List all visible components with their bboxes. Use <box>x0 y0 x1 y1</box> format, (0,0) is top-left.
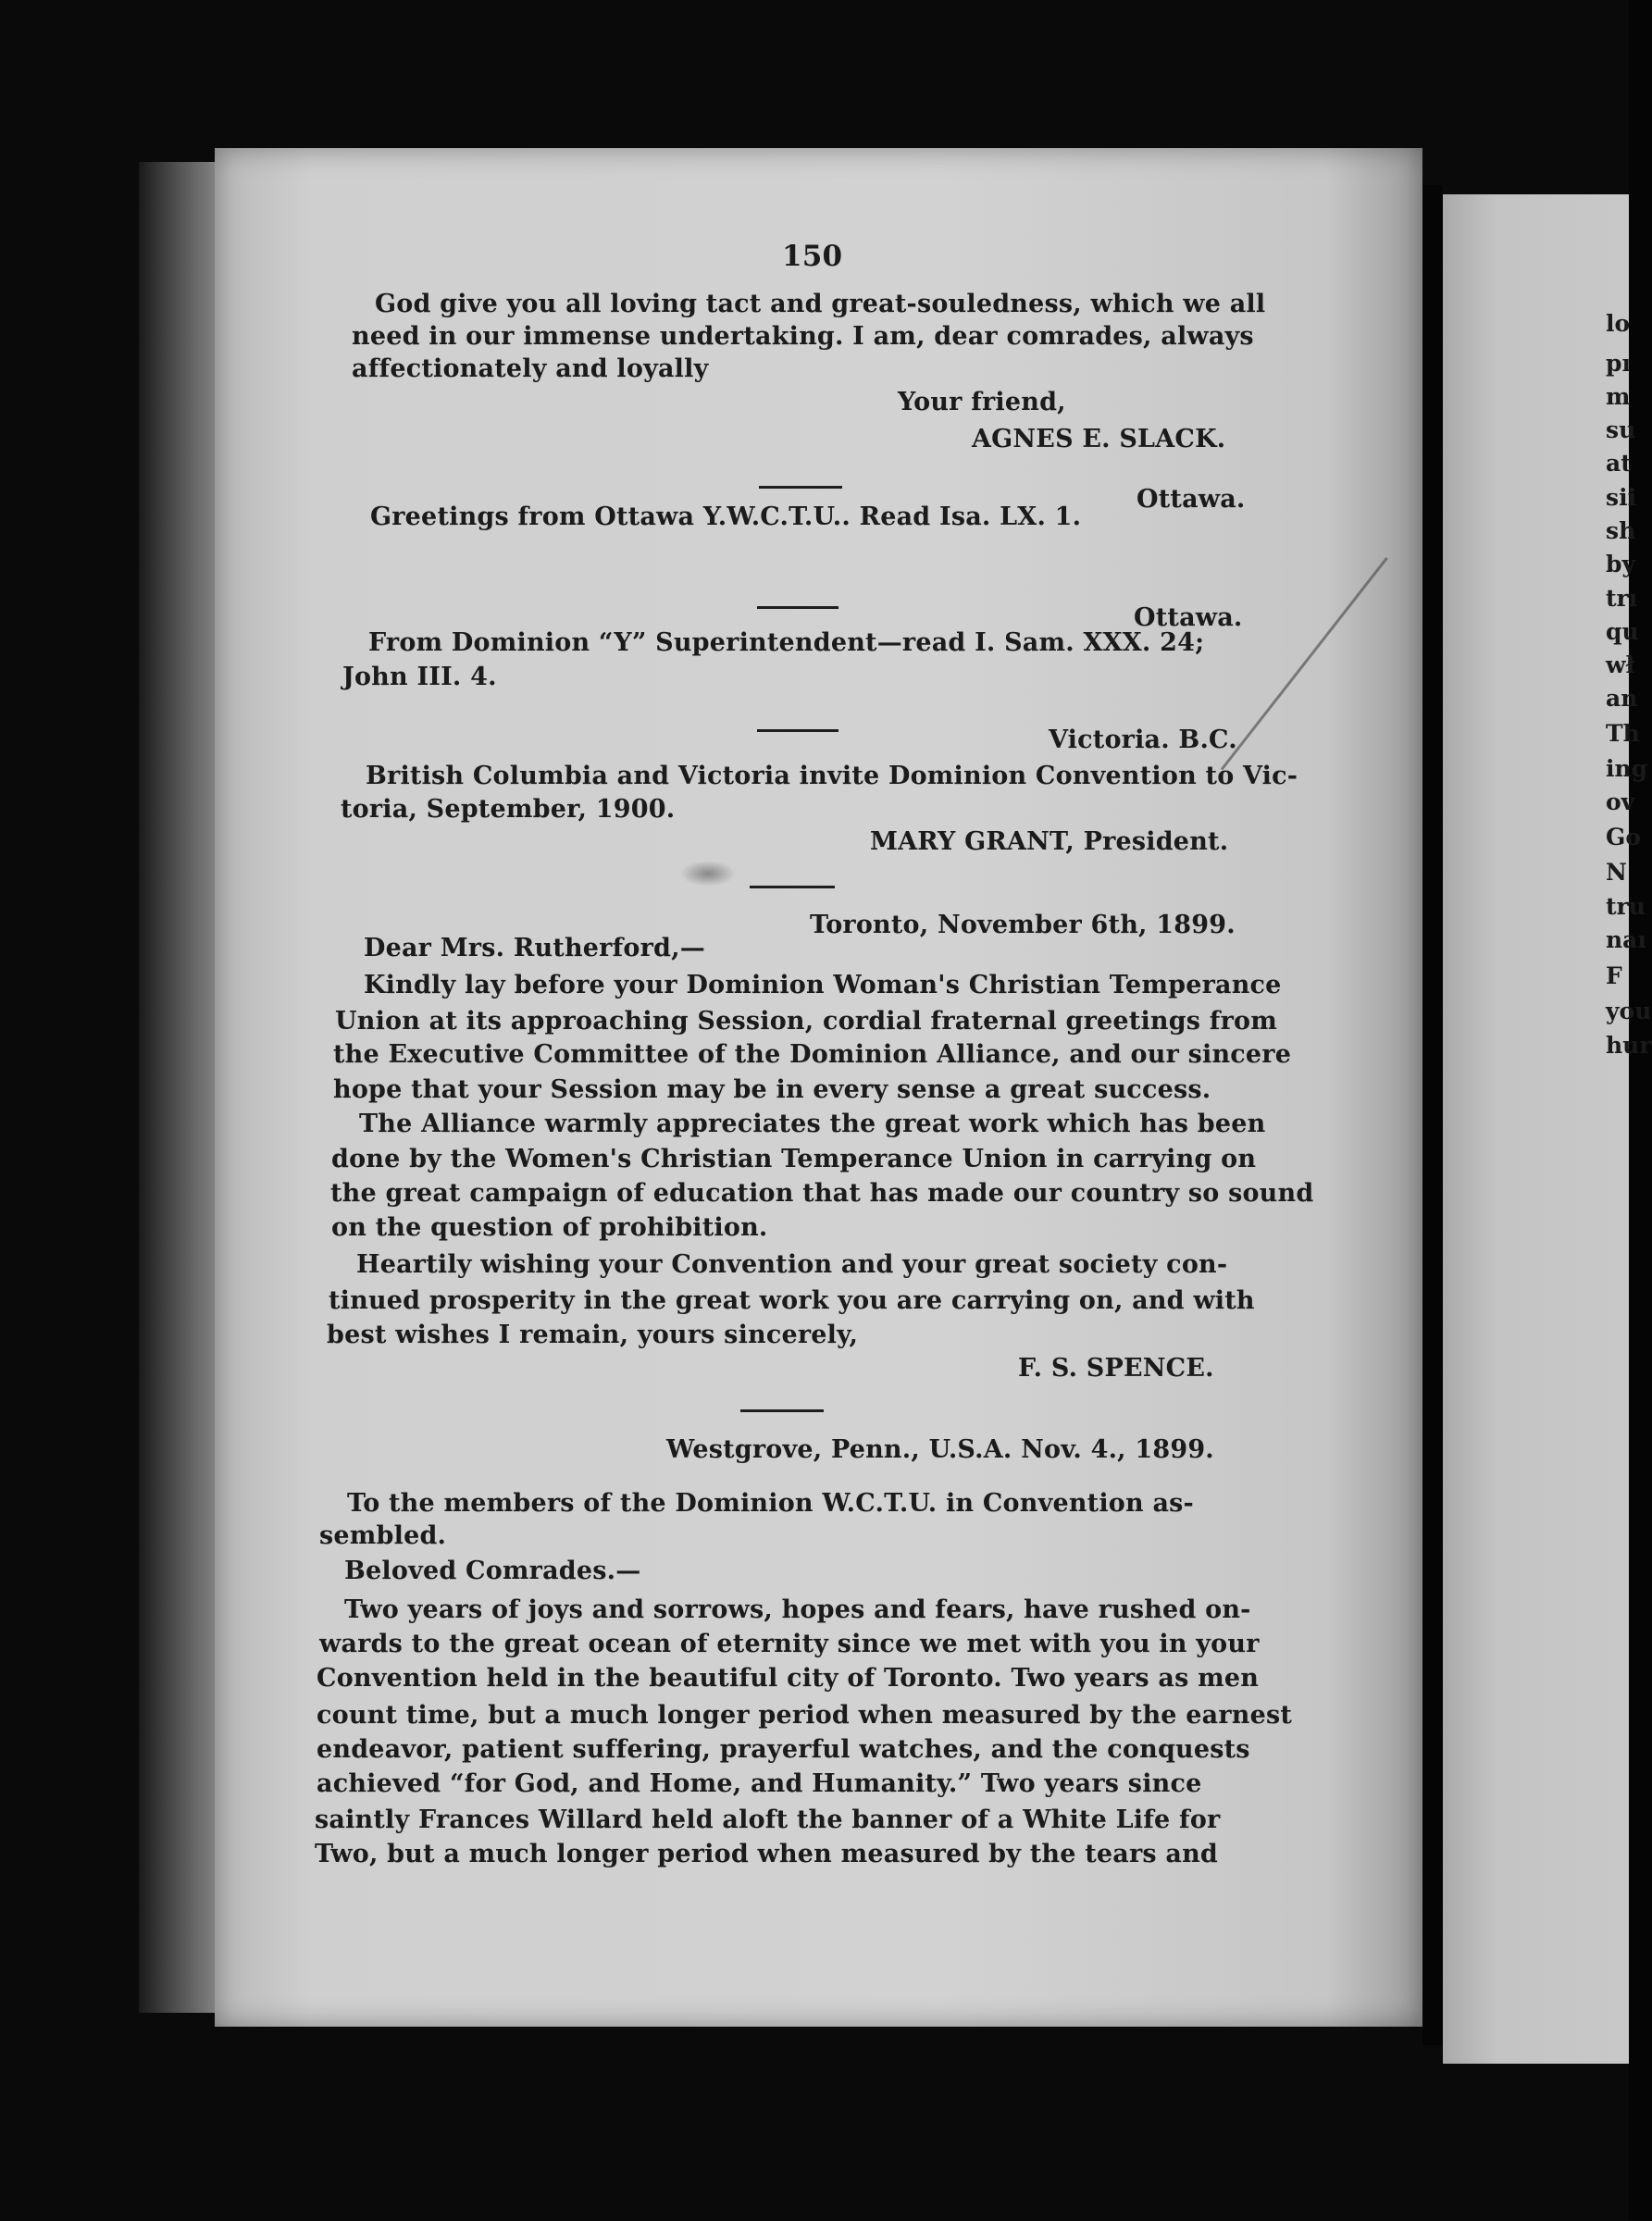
separator-rule <box>759 486 842 489</box>
adjacent-page-fragment: trı <box>1606 585 1638 612</box>
adjacent-page-fragment: at <box>1606 450 1632 477</box>
adjacent-page-fragment: you <box>1606 998 1652 1024</box>
text-line: Beloved Comrades.— <box>344 1557 641 1585</box>
text-line: affectionately and loyally <box>352 354 709 383</box>
text-line: hope that your Session may be in every sense a great success. <box>333 1075 1211 1104</box>
text-line: Ottawa. <box>1137 485 1246 514</box>
text-line: tinued prosperity in the great work you are carrying on, and with <box>329 1286 1255 1315</box>
separator-rule <box>750 886 835 888</box>
text-line: From Dominion “Y” Superintendent—read I. Sam. XXX. 24; <box>368 628 1205 657</box>
text-line: F. S. SPENCE. <box>1018 1354 1214 1383</box>
adjacent-page-fragment: an <box>1606 685 1638 712</box>
text-line: Two, but a much longer period when measured by the tears and <box>315 1840 1218 1868</box>
text-line: The Alliance warmly appreciates the great work which has been <box>359 1110 1266 1138</box>
adjacent-page-fragment: Th <box>1606 720 1640 747</box>
adjacent-page-fragment: N <box>1606 859 1627 886</box>
text-line: MARY GRANT, President. <box>870 827 1229 856</box>
text-line: need in our immense undertaking. I am, dear comrades, always <box>352 322 1254 351</box>
text-line: Your friend, <box>898 388 1066 416</box>
adjacent-page-fragment: sii <box>1606 484 1637 511</box>
adjacent-page-fragment: sh <box>1606 517 1636 544</box>
adjacent-page-fragment: pı <box>1606 350 1631 377</box>
adjacent-page-fragment: su <box>1606 416 1636 443</box>
text-line: God give you all loving tact and great-souledness, which we all <box>375 290 1266 318</box>
page-number: 150 <box>782 240 843 273</box>
text-line: Ottawa. <box>1134 603 1243 632</box>
text-line: To the members of the Dominion W.C.T.U. in Convention as- <box>347 1489 1194 1518</box>
separator-rule <box>757 729 838 732</box>
text-line: AGNES E. SLACK. <box>972 425 1226 453</box>
ink-smudge <box>680 861 736 887</box>
adjacent-page-fragment: F <box>1606 962 1622 989</box>
text-line: wards to the great ocean of eternity since we met with you in your <box>319 1630 1260 1658</box>
text-line: achieved “for God, and Home, and Humanity.” Two years since <box>317 1769 1202 1798</box>
adjacent-page <box>1443 194 1652 2064</box>
adjacent-page-fragment: qu <box>1606 618 1639 645</box>
text-line: saintly Frances Willard held aloft the banner of a White Life for <box>315 1805 1221 1834</box>
book-gutter <box>1422 185 1443 2045</box>
text-line: Two years of joys and sorrows, hopes and fears, have rushed on- <box>344 1595 1251 1624</box>
separator-rule <box>757 606 838 609</box>
adjacent-page-fragment: tru <box>1606 893 1646 920</box>
adjacent-page-fragment: ing <box>1606 755 1648 782</box>
text-line: Kindly lay before your Dominion Woman's Christian Temperance <box>364 971 1282 999</box>
text-line: Dear Mrs. Rutherford,— <box>364 934 705 962</box>
text-line: count time, but a much longer period when measured by the earnest <box>317 1701 1293 1730</box>
text-line: toria, September, 1900. <box>341 795 676 824</box>
text-line: Greetings from Ottawa Y.W.C.T.U.. Read Isa. LX. 1. <box>370 503 1082 531</box>
adjacent-page-fragment: m <box>1606 383 1631 410</box>
adjacent-page-fragment: hur <box>1606 1032 1652 1059</box>
text-line: Convention held in the beautiful city of Toronto. Two years as men <box>317 1664 1260 1693</box>
text-line: the Executive Committee of the Dominion Alliance, and our sincere <box>333 1040 1292 1069</box>
text-line: Westgrove, Penn., U.S.A. Nov. 4., 1899. <box>666 1435 1214 1464</box>
text-line: endeavor, patient suffering, prayerful watches, and the conquests <box>317 1735 1250 1764</box>
text-line: Heartily wishing your Convention and your great society con- <box>356 1250 1228 1279</box>
text-line: the great campaign of education that has made our country so sound <box>330 1179 1314 1208</box>
text-line: done by the Women's Christian Temperance Union in carrying on <box>331 1145 1257 1173</box>
separator-rule <box>740 1409 824 1412</box>
text-line: on the question of prohibition. <box>331 1213 768 1242</box>
adjacent-page-fragment: wł <box>1606 651 1635 678</box>
text-line: British Columbia and Victoria invite Dominion Convention to Vic- <box>366 762 1298 790</box>
adjacent-page-fragment: naı <box>1606 926 1646 953</box>
text-line: sembled. <box>319 1521 447 1550</box>
adjacent-page-fragment: ov <box>1606 788 1635 815</box>
text-line: John III. 4. <box>342 663 497 691</box>
text-line: Union at its approaching Session, cordial fraternal greetings from <box>335 1007 1278 1036</box>
adjacent-page-fragment: by <box>1606 551 1636 577</box>
text-line: Toronto, November 6th, 1899. <box>810 911 1236 939</box>
text-line: best wishes I remain, yours sincerely, <box>327 1321 859 1349</box>
book-page-edges <box>139 162 222 2013</box>
adjacent-page-fragment: Go <box>1606 824 1642 850</box>
text-line: Victoria. B.C. <box>1049 726 1237 754</box>
adjacent-page-fragment: lo <box>1606 310 1631 337</box>
